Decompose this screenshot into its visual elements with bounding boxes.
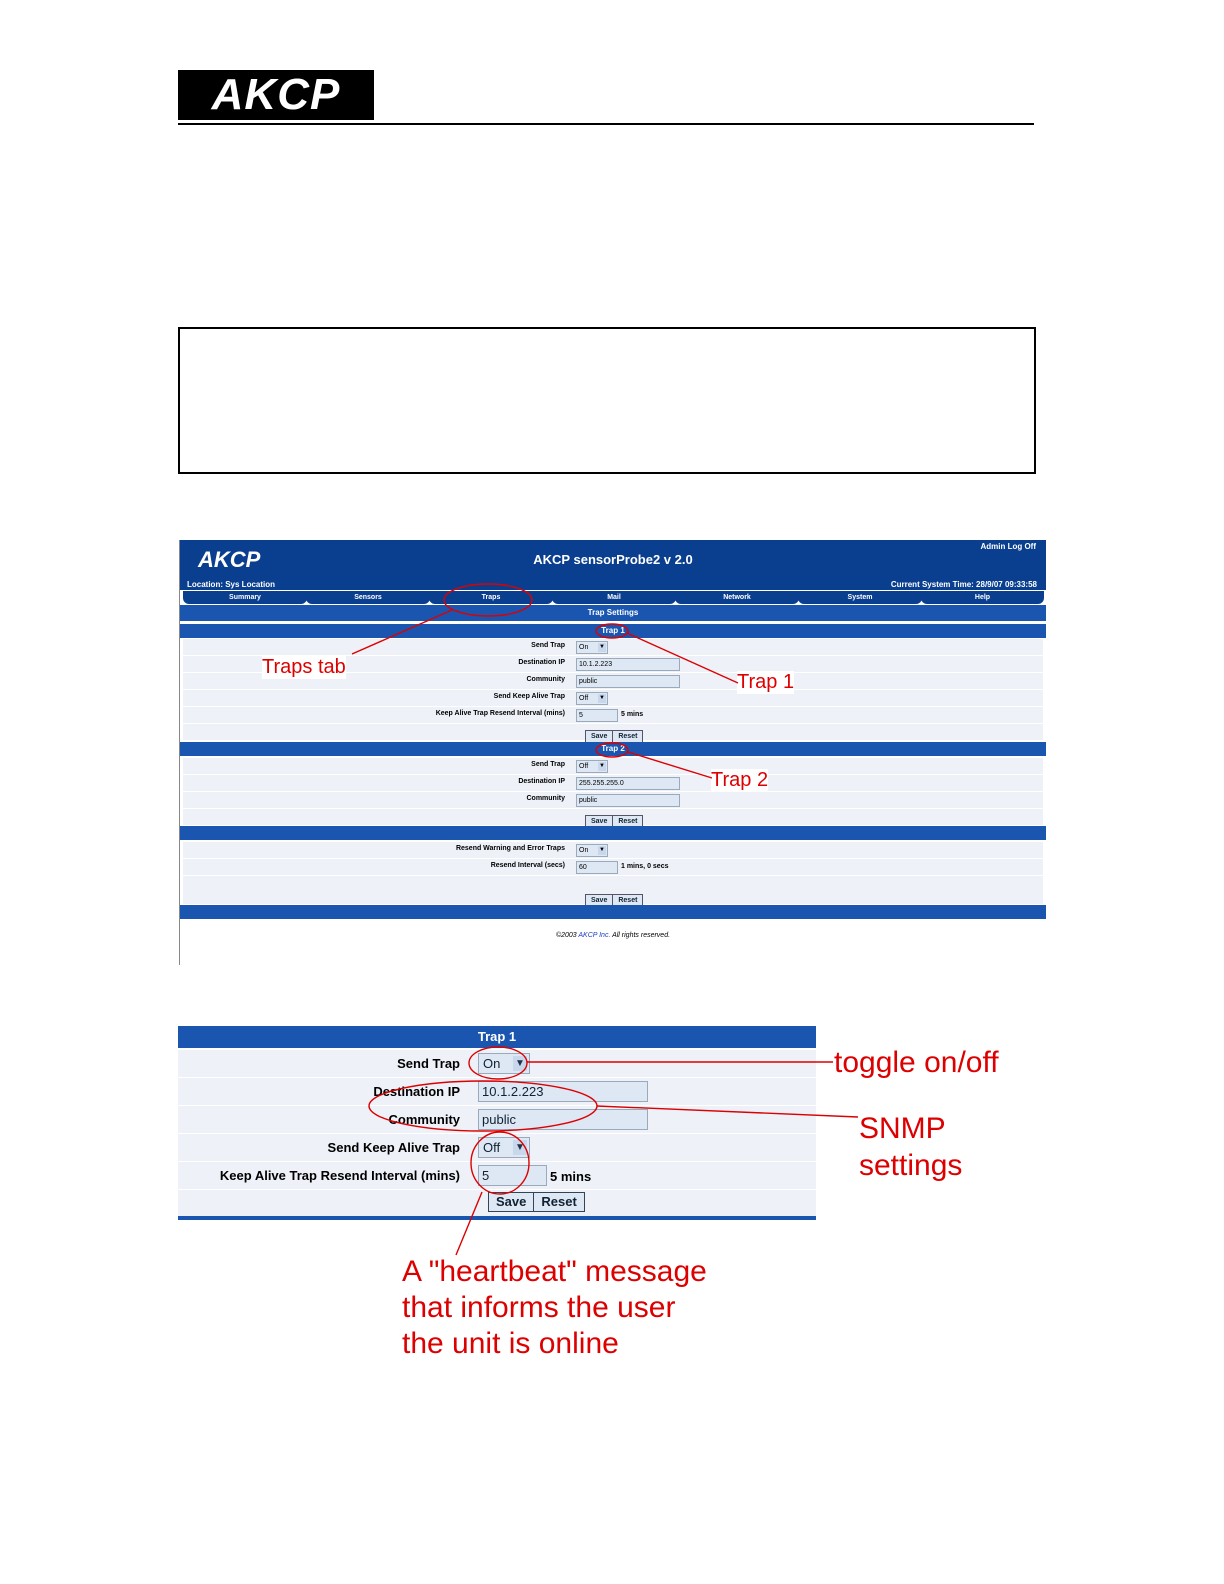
chevron-down-icon: ▼ (599, 644, 605, 650)
dest-ip-input[interactable]: 10.1.2.223 (478, 1081, 648, 1102)
chevron-down-icon: ▼ (599, 847, 605, 853)
location-label: Location: Sys Location (187, 580, 276, 589)
tab-summary[interactable]: Summary (183, 591, 307, 604)
send-trap-value: On (579, 644, 589, 651)
reset-button[interactable]: Reset (612, 730, 643, 743)
copyright-prefix: ©2003 (555, 932, 579, 939)
chevron-down-icon: ▼ (599, 763, 605, 769)
system-time: Current System Time: 28/9/07 09:33:58 (890, 580, 1037, 589)
tab-help[interactable]: Help (921, 591, 1044, 604)
send-trap-label: Send Trap (531, 761, 565, 768)
interval-input[interactable]: 5 (576, 709, 618, 722)
snmp-pointer (597, 1106, 858, 1117)
interval-label: Keep Alive Trap Resend Interval (mins) (435, 710, 565, 717)
snmp-annotation-line1: SNMP (859, 1112, 946, 1145)
heartbeat-pointer (456, 1192, 482, 1255)
trap2-annotation: Trap 2 (711, 769, 769, 791)
resend-interval-unit: 1 mins, 0 secs (621, 863, 669, 870)
reset-button[interactable]: Reset (612, 815, 643, 828)
trap1-pointer (627, 633, 738, 683)
resend-warn-value: On (579, 847, 589, 854)
akcp-link[interactable]: AKCP Inc. (578, 932, 611, 939)
save-button[interactable]: Save (488, 1192, 534, 1212)
trap1-annotation: Trap 1 (737, 671, 795, 693)
dest-ip-input[interactable]: 10.1.2.223 (576, 658, 680, 671)
community-label: Community (526, 676, 565, 683)
interval-label: Keep Alive Trap Resend Interval (mins) (219, 1168, 460, 1183)
tab-sensors[interactable]: Sensors (306, 591, 430, 604)
resend-interval-label: Resend Interval (secs) (490, 862, 565, 869)
trap2-heading: Trap 2 (180, 742, 1046, 756)
send-trap-circle (469, 1047, 527, 1079)
community-label: Community (526, 795, 565, 802)
traps-tab-annotation: Traps tab (262, 656, 346, 678)
interval-unit: 5 mins (550, 1169, 592, 1184)
zoom-trap1-heading: Trap 1 (178, 1026, 816, 1048)
heartbeat-annotation-line3: the unit is online (402, 1327, 619, 1360)
snmp-circle (369, 1081, 597, 1131)
dest-ip-label: Destination IP (518, 659, 565, 666)
app-logo: AKCP (198, 547, 261, 572)
dest-ip-label: Destination IP (518, 778, 565, 785)
chevron-down-icon: ▼ (513, 1140, 527, 1155)
resend-warn-label: Resend Warning and Error Traps (455, 845, 565, 852)
resend-interval-input[interactable]: 60 (576, 861, 618, 874)
community-label: Community (388, 1112, 460, 1127)
dest-ip-label: Destination IP (373, 1084, 460, 1099)
keepalive-label: Send Keep Alive Trap (493, 693, 565, 700)
send-trap-value: On (483, 1056, 501, 1071)
chevron-down-icon: ▼ (513, 1056, 527, 1071)
tab-system[interactable]: System (798, 591, 922, 604)
interval-unit: 5 mins (621, 711, 644, 718)
send-trap-value: Off (579, 763, 589, 770)
tab-mail[interactable]: Mail (552, 591, 676, 604)
save-button[interactable]: Save (585, 894, 613, 907)
trap1-circle (596, 624, 628, 638)
traps-tab-pointer (352, 610, 452, 654)
keepalive-value: Off (579, 695, 589, 702)
reset-button[interactable]: Reset (612, 894, 643, 907)
admin-logoff-link[interactable]: Admin Log Off (980, 542, 1036, 551)
heartbeat-annotation-line2: that informs the user (402, 1291, 676, 1324)
dest-ip-input[interactable]: 255.255.255.0 (576, 777, 680, 790)
traps-tab-circle (444, 584, 532, 616)
community-input[interactable]: public (478, 1109, 648, 1130)
toggle-annotation: toggle on/off (834, 1046, 999, 1079)
community-input[interactable]: public (576, 794, 680, 807)
reset-button[interactable]: Reset (533, 1192, 584, 1212)
trap2-pointer (628, 752, 712, 778)
save-button[interactable]: Save (585, 815, 613, 828)
tab-network[interactable]: Network (675, 591, 799, 604)
chevron-down-icon: ▼ (599, 695, 605, 701)
send-trap-label: Send Trap (531, 642, 565, 649)
community-input[interactable]: public (576, 675, 680, 688)
keepalive-label: Send Keep Alive Trap (327, 1140, 460, 1155)
trap-settings-title: Trap Settings (180, 605, 1046, 621)
save-button[interactable]: Save (585, 730, 613, 743)
heartbeat-annotation-line1: A "heartbeat" message (402, 1255, 707, 1288)
copyright-suffix: All rights reserved. (610, 932, 671, 939)
app-title: AKCP sensorProbe2 v 2.0 (533, 552, 693, 567)
logo-text: AKCP (211, 70, 341, 119)
trap2-circle (596, 743, 628, 757)
interval-input[interactable]: 5 (478, 1165, 547, 1186)
tab-traps[interactable]: Traps (429, 591, 553, 604)
heartbeat-circle (471, 1132, 529, 1194)
trap1-heading: Trap 1 (180, 624, 1046, 638)
keepalive-value: Off (483, 1140, 501, 1155)
snmp-annotation-line2: settings (859, 1149, 963, 1182)
send-trap-label: Send Trap (397, 1056, 460, 1071)
